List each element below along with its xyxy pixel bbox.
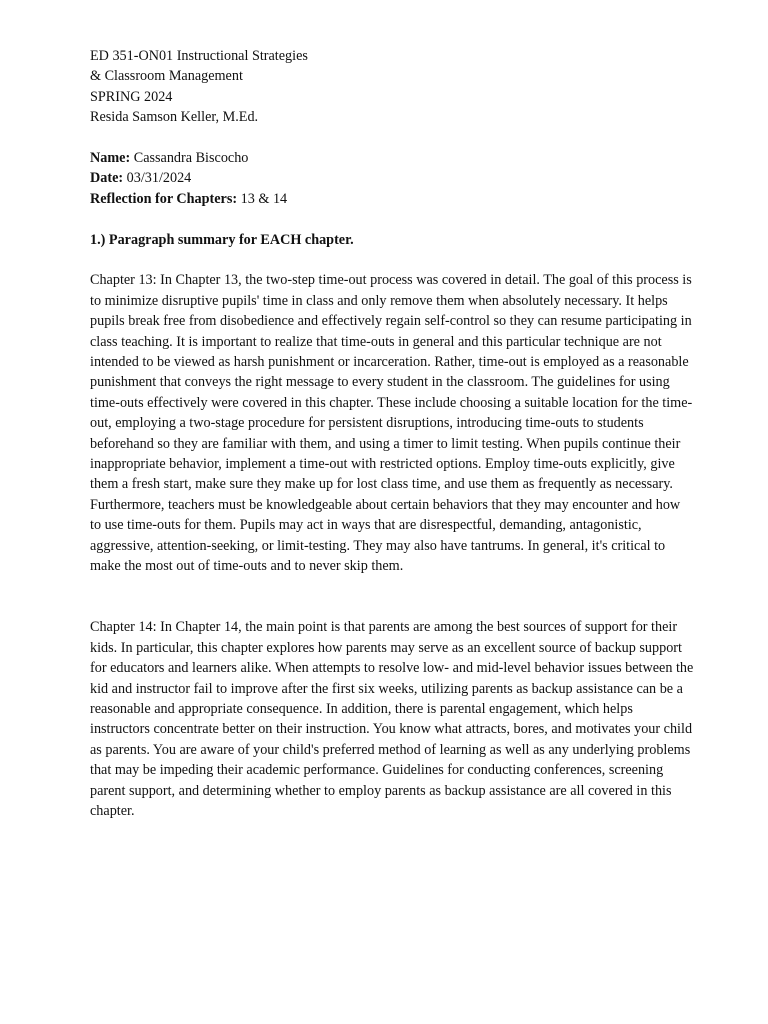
instructor: Resida Samson Keller, M.Ed. (90, 109, 259, 126)
student-info (90, 148, 708, 209)
reflection-line (90, 189, 708, 209)
reflection-label: Reflection for Chapters: (90, 190, 238, 207)
reflection-value: 13 & 14 (237, 190, 288, 207)
chapter-14-summary: Chapter 14: In Chapter 14, the main point is that parents are among the best sources of support for their kids. In particular, this chapter explores how parents may serve as an excellent source of backup support for educators and learners alike. When attempts to resolve low- and mid-level behavior issues between the kid and instructor fail to improve after the first six weeks, utilizing parents as backup assistance can be a reasonable and appropriate consequence. In addition, there is parental engagement, which helps instructors concentrate better on their instruction. You know what attracts, bores, and motivates your child as parents. You are aware of your child's preferred method of learning as well as any underlying problems that may be impeding their academic performance. Guidelines for conducting conferences, screening parent support, and determining whether to employ parents as backup assistance are all covered in this chapter. (90, 619, 694, 819)
section-heading: 1.) Paragraph summary for EACH chapter. (90, 231, 354, 248)
course-header (90, 46, 708, 128)
spacer (90, 577, 708, 618)
date-line (90, 168, 708, 188)
spacer (90, 128, 708, 148)
date-label: Date: (90, 170, 124, 187)
name-line (90, 148, 708, 168)
course-title: ED 351-ON01 Instructional Strategies (90, 48, 308, 64)
name-label: Name: (90, 150, 131, 167)
name-value: Cassandra Biscocho (130, 150, 249, 167)
spacer (90, 209, 708, 229)
term: SPRING 2024 (90, 88, 173, 105)
course-title-continued: & Classroom Management (90, 68, 243, 85)
chapter-13-summary: Chapter 13: In Chapter 13, the two-step time-out process was covered in detail. The goal of this process is to minimize disruptive pupils' time in class and only remove them when absolutely necessary. It helps pupils break free from disobedience and effectively regain self-control so they can resume participating in class teaching. It is important to realize that time-outs in general and this particular technique are not intended to be viewed as harsh punishment or incarceration. Rather, time-out is employed as a reasonable punishment that conveys the right message to every student in the classroom. The guidelines for using time-outs effectively were covered in this chapter. These include choosing a suitable location for the time-out, employing a two-stage procedure for persistent disruptions, introducing time-outs to students beforehand so they are familiar with them, and using a timer to limit testing. When pupils continue their inappropriate behavior, implement a time-out with restricted options. Employ time-outs explicitly, give them a fresh start, make sure they make up for lost class time, and use them as frequently as necessary. Furthermore, teachers must be knowledgeable about certain behaviors that they may encounter and how to use time-outs for them. Pupils may act in ways that are disrespectful, demanding, antagonistic, aggressive, attention-seeking, or limit-testing. They may also have tantrums. In general, it's critical to make the most out of time-outs and to never skip them. (90, 272, 693, 575)
date-value: 03/31/2024 (123, 170, 192, 187)
spacer (90, 250, 708, 270)
